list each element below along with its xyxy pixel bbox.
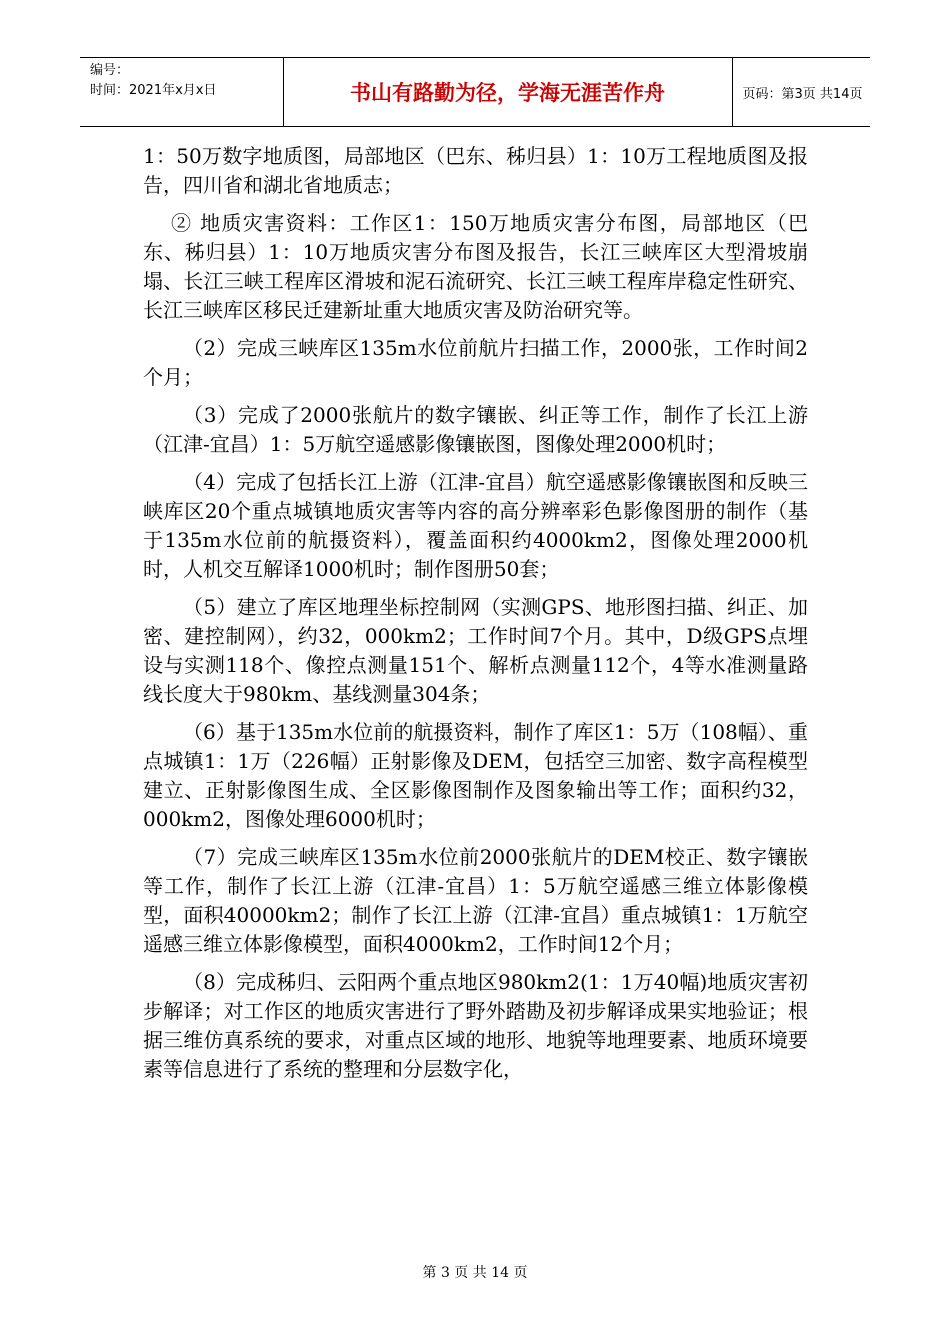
body-paragraph: （4）完成了包括长江上游（江津-宜昌）航空遥感影像镶嵌图和反映三峡库区20个重点城镇地质灾害等内容的高分辨率彩色影像图册的制作（基于135m水位前的航摄资料），覆盖面积约4000km2，图像处理2000机时，人机交互解译1000机时；制作图册50套； <box>143 470 808 581</box>
body-paragraph: （3）完成了2000张航片的数字镶嵌、纠正等工作，制作了长江上游（江津-宜昌）1：5万航空遥感影像镶嵌图，图像处理2000机时； <box>143 403 808 456</box>
document-number-label: 编号： <box>90 63 130 78</box>
document-body <box>143 142 808 1093</box>
body-paragraph: （8）完成秭归、云阳两个重点地区980km2(1：1万40幅)地质灾害初步解译；对工作区的地质灾害进行了野外踏勘及初步解译成果实地验证；根据三维仿真系统的要求，对重点区域的地形、地貌等地理要素、地质环境要素等信息进行了系统的整理和分层数字化， <box>143 970 808 1081</box>
page-footer: 第 3 页 共 14 页 <box>422 1265 528 1281</box>
header-meta <box>90 61 280 101</box>
body-paragraph: （2）完成三峡库区135m水位前航片扫描工作，2000张，工作时间2个月； <box>143 336 808 389</box>
header-divider <box>732 58 733 126</box>
body-paragraph: 1：50万数字地质图，局部地区（巴东、秭归县）1：10万工程地质图及报告，四川省和湖北省地质志； <box>143 144 808 197</box>
header-page-info: 页码：第3页 共14页 <box>742 86 863 102</box>
body-paragraph: （7）完成三峡库区135m水位前2000张航片的DEM校正、数字镶嵌等工作，制作了长江上游（江津-宜昌）1：5万航空遥感三维立体影像模型，面积40000km2；制作了长江上游（江津-宜昌）重点城镇1：1万航空遥感三维立体影像模型，面积4000km2，工作时间12个月； <box>143 845 808 956</box>
body-paragraph: ② 地质灾害资料：工作区1：150万地质灾害分布图，局部地区（巴东、秭归县）1：10万地质灾害分布图及报告，长江三峡库区大型滑坡崩塌、长江三峡工程库区滑坡和泥石流研究、长江三峡工程库岸稳定性研究、长江三峡库区移民迁建新址重大地质灾害及防治研究等。 <box>143 211 808 322</box>
header-motto: 书山有路勤为径，学海无涯苦作舟 <box>350 81 665 105</box>
header-divider <box>283 58 284 126</box>
body-paragraph: （6）基于135m水位前的航摄资料，制作了库区1：5万（108幅）、重点城镇1：1万（226幅）正射影像及DEM，包括空三加密、数字高程模型建立、正射影像图生成、全区影像图制作及图象输出等工作；面积约32，000km2，图像处理6000机时； <box>143 720 808 831</box>
page-header <box>80 57 870 127</box>
body-paragraph: （5）建立了库区地理坐标控制网（实测GPS、地形图扫描、纠正、加密、建控制网），约32，000km2；工作时间7个月。其中，D级GPS点埋设与实测118个、像控点测量151个、解析点测量112个，4等水准测量路线长度大于980km、基线测量304条； <box>143 595 808 706</box>
document-date: 时间：2021年x月x日 <box>90 83 217 98</box>
